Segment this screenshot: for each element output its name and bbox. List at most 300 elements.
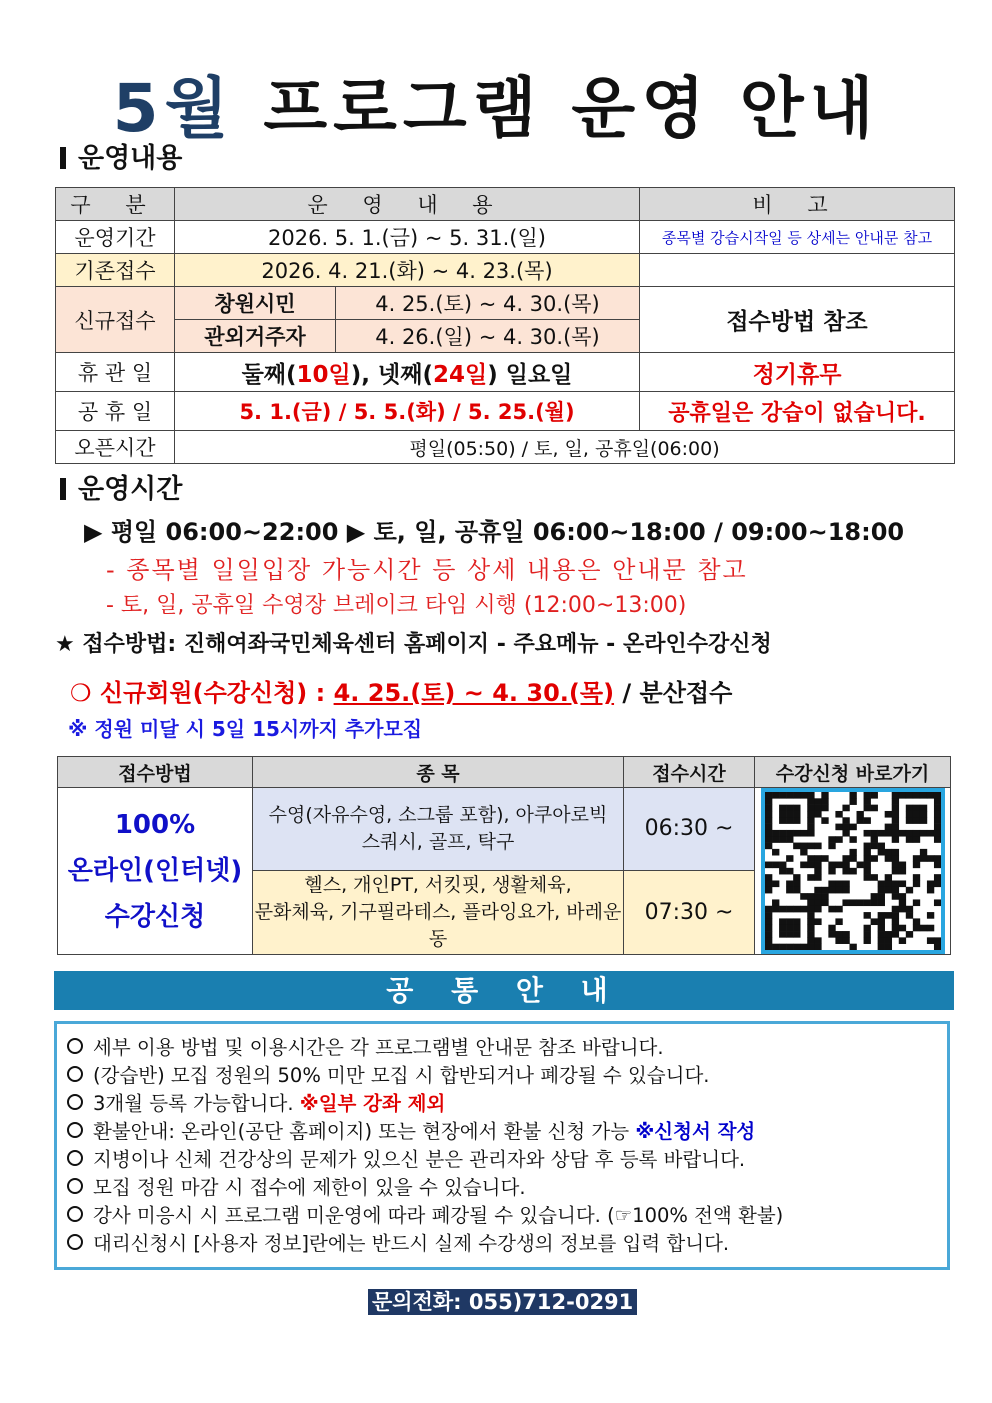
qr-module <box>786 887 793 894</box>
time-fitness: 07:30 ~ <box>624 870 755 954</box>
qr-module <box>779 811 786 818</box>
qr-module <box>807 937 814 944</box>
qr-module <box>905 906 912 913</box>
qr-module <box>814 893 821 900</box>
qr-module <box>849 855 856 862</box>
qr-module <box>863 874 870 881</box>
header-items: 종 목 <box>253 757 624 788</box>
qr-module <box>933 824 940 831</box>
qr-module <box>772 944 779 950</box>
qr-module <box>793 874 800 881</box>
qr-module <box>919 811 926 818</box>
qr-module <box>786 918 793 925</box>
qr-module <box>877 830 884 837</box>
qr-module <box>898 937 905 944</box>
qr-module <box>877 937 884 944</box>
qr-module <box>765 792 772 799</box>
method-cell: 100% 온라인(인터넷) 수강신청 <box>58 788 253 955</box>
qr-module <box>891 893 898 900</box>
qr-module <box>863 899 870 906</box>
qr-module <box>807 925 814 932</box>
qr-module <box>814 843 821 850</box>
qr-module <box>786 906 793 913</box>
qr-module <box>842 862 849 869</box>
break-time-note: - 토, 일, 공휴일 수영장 브레이크 타임 시행 (12:00~13:00) <box>106 593 687 618</box>
qr-module <box>835 836 842 843</box>
qr-module <box>926 792 933 799</box>
qr-module <box>898 893 905 900</box>
qr-module <box>765 811 772 818</box>
qr-module <box>863 937 870 944</box>
qr-module <box>807 874 814 881</box>
qr-module <box>912 880 919 887</box>
qr-module <box>800 862 807 869</box>
common-notice-box <box>54 1021 950 1270</box>
closed-day-note: 정기휴무 <box>640 353 955 392</box>
qr-module <box>835 937 842 944</box>
qr-module <box>891 880 898 887</box>
qr-module <box>905 830 912 837</box>
qr-module <box>779 868 786 875</box>
registration-table <box>57 756 951 955</box>
qr-module <box>933 874 940 881</box>
qr-module <box>912 792 919 799</box>
qr-module <box>835 931 842 938</box>
qr-module <box>779 944 786 950</box>
qr-module <box>870 918 877 925</box>
qr-module <box>863 817 870 824</box>
qr-module <box>884 874 891 881</box>
qr-module <box>786 931 793 938</box>
qr-module <box>849 836 856 843</box>
header-note: 비 고 <box>640 188 955 221</box>
qr-module <box>772 830 779 837</box>
qr-module <box>842 830 849 837</box>
qr-module <box>905 817 912 824</box>
qr-module <box>828 836 835 843</box>
qr-module <box>772 836 779 843</box>
qr-module <box>835 862 842 869</box>
qr-module <box>891 862 898 869</box>
qr-module <box>807 899 814 906</box>
qr-module <box>828 862 835 869</box>
section-operation-hours: 운영시간 <box>60 473 182 507</box>
qr-module <box>765 817 772 824</box>
qr-module <box>807 824 814 831</box>
qr-module <box>933 880 940 887</box>
qr-module <box>891 805 898 812</box>
qr-module <box>919 805 926 812</box>
row-label: 휴 관 일 <box>56 353 175 392</box>
qr-module <box>772 862 779 869</box>
qr-module <box>891 868 898 875</box>
hours-note: - 종목별 일일입장 가능시간 등 상세 내용은 안내문 참고 <box>106 556 748 584</box>
qr-module <box>807 798 814 805</box>
qr-module <box>933 805 940 812</box>
qr-module <box>926 937 933 944</box>
qr-module <box>884 912 891 919</box>
notice-item: 세부 이용 방법 및 이용시간은 각 프로그램별 안내문 참조 바랍니다. <box>67 1034 937 1062</box>
qr-module <box>772 880 779 887</box>
period-value: 2026. 5. 1.(금) ~ 5. 31.(일) <box>175 221 640 254</box>
header-time: 접수시간 <box>624 757 755 788</box>
qr-module <box>786 880 793 887</box>
qr-module <box>905 887 912 894</box>
qr-module <box>786 944 793 950</box>
qr-module <box>807 931 814 938</box>
qr-module <box>786 805 793 812</box>
qr-module <box>912 830 919 837</box>
header-method: 접수방법 <box>58 757 253 788</box>
qr-module <box>891 792 898 799</box>
qr-module <box>891 817 898 824</box>
qr-module <box>779 830 786 837</box>
qr-module <box>828 843 835 850</box>
qr-module <box>814 862 821 869</box>
qr-module <box>793 944 800 950</box>
qr-module <box>779 817 786 824</box>
new-member-registration: ❍ 신규회원(수강신청) : 4. 25.(토) ~ 4. 30.(목) / 분산접수 <box>70 679 733 707</box>
qr-module <box>779 931 786 938</box>
qr-module <box>884 855 891 862</box>
row-label: 오픈시간 <box>56 431 175 464</box>
qr-module <box>821 893 828 900</box>
qr-module <box>835 824 842 831</box>
operation-table <box>55 187 955 464</box>
qr-module <box>807 843 814 850</box>
qr-cell[interactable] <box>755 788 951 955</box>
qr-module <box>905 836 912 843</box>
notice-item: 대리신청시 [사용자 정보]란에는 반드시 실제 수강생의 정보를 입력 합니다. <box>67 1230 937 1258</box>
qr-module <box>891 824 898 831</box>
qr-module <box>919 855 926 862</box>
qr-module <box>877 887 884 894</box>
qr-module <box>891 887 898 894</box>
qr-module <box>870 874 877 881</box>
qr-module <box>765 836 772 843</box>
qr-module <box>849 868 856 875</box>
qr-module <box>912 855 919 862</box>
qr-module <box>849 798 856 805</box>
qr-module <box>765 862 772 869</box>
qr-module <box>828 925 835 932</box>
qr-module <box>793 931 800 938</box>
qr-module <box>898 925 905 932</box>
qr-module <box>863 912 870 919</box>
qr-module <box>835 880 842 887</box>
qr-module <box>765 830 772 837</box>
qr-module <box>765 906 772 913</box>
qr-module <box>814 944 821 950</box>
qr-module <box>793 843 800 850</box>
qr-module <box>842 899 849 906</box>
qr-module <box>891 912 898 919</box>
qr-module <box>793 817 800 824</box>
qr-module <box>772 899 779 906</box>
notice-item: 지병이나 신체 건강상의 문제가 있으신 분은 관리자와 상담 후 등록 바랍니다. <box>67 1146 937 1174</box>
qr-module <box>912 918 919 925</box>
qr-module <box>898 880 905 887</box>
qr-module <box>933 792 940 799</box>
new-reg-citizen-date: 4. 25.(토) ~ 4. 30.(목) <box>336 287 640 320</box>
common-notice-header: 공 통 안 내 <box>54 971 954 1010</box>
qr-module <box>891 849 898 856</box>
qr-module <box>814 811 821 818</box>
qr-module <box>905 792 912 799</box>
qr-module <box>807 944 814 950</box>
qr-module <box>884 849 891 856</box>
row-label: 기존접수 <box>56 254 175 287</box>
qr-module <box>786 868 793 875</box>
qr-module <box>814 918 821 925</box>
qr-module <box>870 792 877 799</box>
qr-module <box>919 849 926 856</box>
qr-module <box>779 918 786 925</box>
qr-module <box>814 805 821 812</box>
qr-module <box>933 862 940 869</box>
qr-module <box>793 805 800 812</box>
qr-module <box>898 792 905 799</box>
qr-module <box>765 925 772 932</box>
qr-module <box>807 912 814 919</box>
qr-module <box>793 792 800 799</box>
qr-module <box>821 792 828 799</box>
qr-module <box>835 811 842 818</box>
qr-module <box>807 893 814 900</box>
qr-module <box>807 830 814 837</box>
qr-module <box>828 931 835 938</box>
qr-module <box>884 937 891 944</box>
qr-module <box>842 805 849 812</box>
qr-module <box>807 906 814 913</box>
qr-module <box>814 906 821 913</box>
qr-module <box>849 792 856 799</box>
qr-module <box>898 862 905 869</box>
qr-module <box>884 830 891 837</box>
qr-module <box>905 912 912 919</box>
qr-module <box>807 817 814 824</box>
qr-module <box>863 805 870 812</box>
qr-module <box>933 944 940 950</box>
qr-module <box>912 836 919 843</box>
qr-module <box>933 811 940 818</box>
qr-module <box>912 925 919 932</box>
notice-item: 3개월 등록 가능합니다. ※일부 강좌 제외 <box>67 1090 937 1118</box>
qr-module <box>891 811 898 818</box>
qr-module <box>793 925 800 932</box>
qr-module <box>814 868 821 875</box>
qr-module <box>863 798 870 805</box>
qr-module <box>919 925 926 932</box>
notice-item: (강습반) 모집 정원의 50% 미만 모집 시 합반되거나 폐강될 수 있습니다. <box>67 1062 937 1090</box>
qr-module <box>877 918 884 925</box>
qr-module <box>926 880 933 887</box>
qr-module <box>870 836 877 843</box>
qr-module <box>814 798 821 805</box>
qr-module <box>898 899 905 906</box>
holiday-value: 5. 1.(금) / 5. 5.(화) / 5. 25.(월) <box>175 392 640 431</box>
qr-module <box>793 887 800 894</box>
qr-module <box>807 811 814 818</box>
qr-module <box>814 899 821 906</box>
qr-code[interactable] <box>761 788 945 954</box>
qr-module <box>835 887 842 894</box>
qr-module <box>884 931 891 938</box>
qr-module <box>856 862 863 869</box>
qr-module <box>821 805 828 812</box>
qr-module <box>926 912 933 919</box>
qr-module <box>877 880 884 887</box>
qr-module <box>828 868 835 875</box>
qr-module <box>800 906 807 913</box>
qr-module <box>807 805 814 812</box>
qr-module <box>821 887 828 894</box>
qr-module <box>912 811 919 818</box>
qr-module <box>793 830 800 837</box>
qr-module <box>765 824 772 831</box>
qr-module <box>863 931 870 938</box>
row-label: 신규접수 <box>56 287 175 353</box>
row-label: 운영기간 <box>56 221 175 254</box>
hours-line: ▶ 평일 06:00~22:00 ▶ 토, 일, 공휴일 06:00~18:00 / 09:00~18:00 <box>84 518 905 546</box>
qr-module <box>842 868 849 875</box>
qr-module <box>926 855 933 862</box>
qr-module <box>849 944 856 950</box>
qr-module <box>793 918 800 925</box>
additional-recruit-note: ※ 정원 미달 시 5일 15시까지 추가모집 <box>68 717 423 741</box>
qr-module <box>870 893 877 900</box>
qr-module <box>779 906 786 913</box>
qr-module <box>779 805 786 812</box>
qr-module <box>912 874 919 881</box>
qr-module <box>926 830 933 837</box>
qr-module <box>912 817 919 824</box>
qr-module <box>884 944 891 950</box>
qr-module <box>765 931 772 938</box>
qr-module <box>779 925 786 932</box>
qr-module <box>933 855 940 862</box>
qr-module <box>842 855 849 862</box>
qr-module <box>800 792 807 799</box>
qr-module <box>863 868 870 875</box>
qr-module <box>772 792 779 799</box>
page-title: 5월 프로그램 운영 안내 <box>112 70 880 147</box>
qr-module <box>800 893 807 900</box>
qr-module <box>863 830 870 837</box>
qr-module <box>765 944 772 950</box>
qr-module <box>842 887 849 894</box>
notice-item: 모집 정원 마감 시 접수에 제한이 있을 수 있습니다. <box>67 1174 937 1202</box>
qr-module <box>877 893 884 900</box>
qr-module <box>877 944 884 950</box>
qr-module <box>891 931 898 938</box>
qr-module <box>870 843 877 850</box>
qr-module <box>786 836 793 843</box>
existing-reg-value: 2026. 4. 21.(화) ~ 4. 23.(목) <box>175 254 640 287</box>
qr-module <box>807 792 814 799</box>
qr-module <box>863 925 870 932</box>
qr-module <box>884 880 891 887</box>
qr-module <box>919 817 926 824</box>
qr-module <box>814 874 821 881</box>
qr-module <box>919 792 926 799</box>
qr-module <box>800 830 807 837</box>
qr-module <box>891 830 898 837</box>
qr-module <box>835 906 842 913</box>
qr-module <box>779 792 786 799</box>
qr-module <box>814 887 821 894</box>
qr-module <box>814 855 821 862</box>
qr-module <box>877 843 884 850</box>
qr-module <box>863 792 870 799</box>
qr-module <box>863 843 870 850</box>
qr-module <box>793 906 800 913</box>
qr-module <box>807 855 814 862</box>
header-shortcut: 수강신청 바로가기 <box>755 757 951 788</box>
qr-module <box>786 855 793 862</box>
new-reg-outside-date: 4. 26.(일) ~ 4. 30.(목) <box>336 320 640 353</box>
qr-module <box>765 880 772 887</box>
qr-module <box>933 830 940 837</box>
qr-module <box>933 937 940 944</box>
qr-module <box>891 798 898 805</box>
qr-module <box>905 931 912 938</box>
qr-module <box>912 862 919 869</box>
period-note: 종목별 강습시작일 등 상세는 안내문 참고 <box>640 221 955 254</box>
notice-item: 강사 미응시 시 프로그램 미운영에 따라 폐강될 수 있습니다. (☞100% 전액 환불) <box>67 1202 937 1230</box>
qr-module <box>765 887 772 894</box>
items-fitness: 헬스, 개인PT, 서킷핏, 생활체육, 문화체육, 기구필라테스, 플라잉요가, 바레운동 <box>253 870 624 954</box>
qr-module <box>877 849 884 856</box>
qr-module <box>814 937 821 944</box>
qr-module <box>891 906 898 913</box>
qr-module <box>835 918 842 925</box>
qr-module <box>891 925 898 932</box>
holiday-note: 공휴일은 강습이 없습니다. <box>640 392 955 431</box>
qr-module <box>933 899 940 906</box>
qr-module <box>898 868 905 875</box>
registration-method: ★ 접수방법: 진해여좌국민체육센터 홈페이지 - 주요메뉴 - 온라인수강신청 <box>55 632 772 657</box>
qr-module <box>800 843 807 850</box>
qr-module <box>849 849 856 856</box>
qr-module <box>793 880 800 887</box>
qr-module <box>779 862 786 869</box>
new-reg-note: 접수방법 참조 <box>640 287 955 353</box>
qr-module <box>898 830 905 837</box>
new-reg-citizen: 창원시민 <box>175 287 336 320</box>
qr-module <box>828 887 835 894</box>
qr-module <box>821 899 828 906</box>
qr-module <box>765 805 772 812</box>
qr-module <box>800 849 807 856</box>
qr-module <box>765 874 772 881</box>
new-reg-outside: 관외거주자 <box>175 320 336 353</box>
qr-module <box>877 912 884 919</box>
qr-module <box>863 849 870 856</box>
qr-module <box>877 931 884 938</box>
qr-module <box>870 899 877 906</box>
qr-module <box>786 817 793 824</box>
header-content: 운 영 내 용 <box>175 188 640 221</box>
qr-module <box>821 798 828 805</box>
contact-phone: 문의전화: 055)712-0291 <box>368 1289 637 1315</box>
qr-module <box>786 811 793 818</box>
qr-module <box>828 906 835 913</box>
row-label: 공 휴 일 <box>56 392 175 431</box>
qr-module <box>856 811 863 818</box>
qr-module <box>807 918 814 925</box>
qr-module <box>933 798 940 805</box>
